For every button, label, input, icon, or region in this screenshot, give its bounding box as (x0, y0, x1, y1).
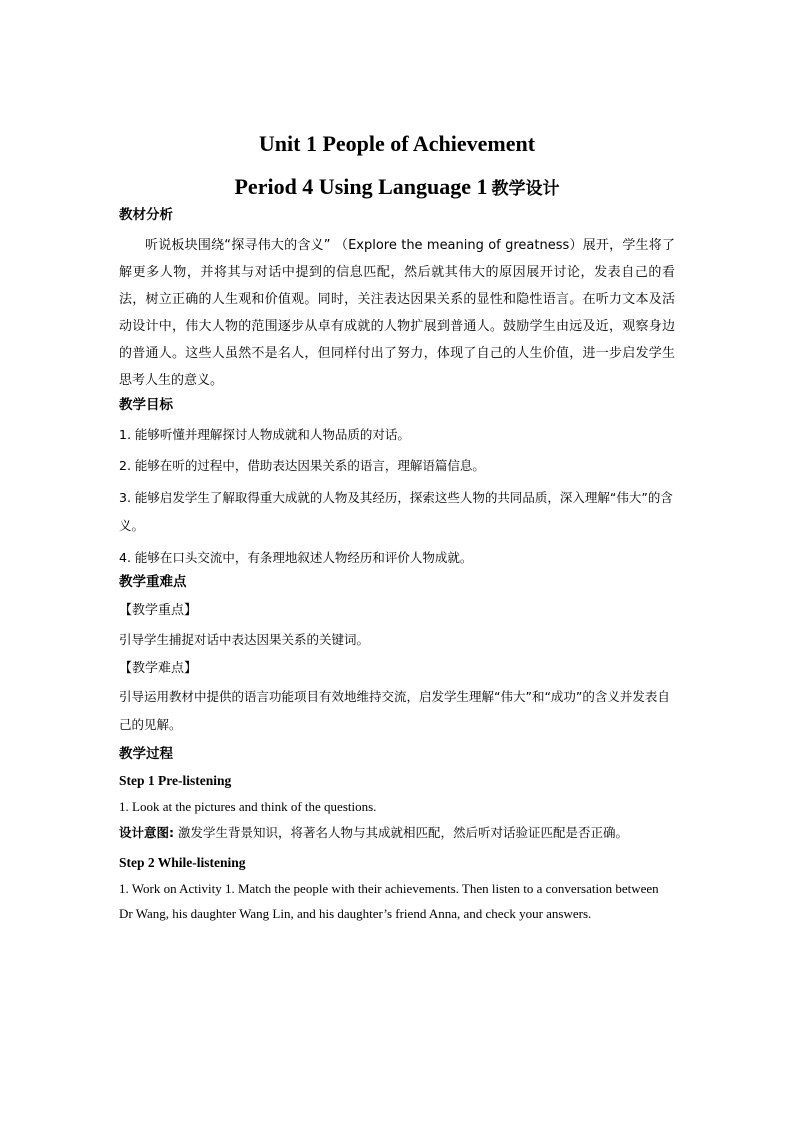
objective-item: 1. 能够听懂并理解探讨人物成就和人物品质的对话。 (119, 427, 410, 442)
textbook-analysis-paragraph: 听说板块围绕“探寻伟大的含义” （Explore the meaning of greatness）展开，学生将了解更多人物，并将其与对话中提到的信息匹配，然后就其伟大的原因展开讨论，发表自己的看法，树立正确的人生观和价值观。同时，关注表达因果关系的显性和隐性语言。在听力文本及活动设计中，伟大人物的范围逐步从卓有成就的人物扩展到普通人。鼓励学生由远及近，观察身边的普通人。这些人虽然不是名人，但同样付出了努力，体现了自己的人生价值，进一步启发学生思考人生的意义。 (119, 238, 675, 388)
period-title-cn: 教学设计 (491, 179, 560, 199)
difficulty-label: 【教学难点】 (119, 661, 198, 676)
objective-item: 4. 能够在口头交流中，有条理地叙述人物经历和评价人物成就。 (119, 550, 473, 565)
objective-item: 2. 能够在听的过程中，借助表达因果关系的语言，理解语篇信息。 (119, 458, 485, 473)
design-intent-text: 激发学生背景知识，将著名人物与其成就相匹配，然后听对话验证匹配是否正确。 (177, 825, 628, 840)
section-heading-key-points: 教学重难点 (119, 574, 187, 590)
key-point-text: 引导学生捕捉对话中表达因果关系的关键词。 (119, 632, 370, 647)
step2-item: 1. Work on Activity 1. Match the people with their achievements. Then listen to a conversation between Dr Wang, his daughter Wang Lin, and his daughter’s friend Anna, and check your answers. (119, 881, 659, 921)
step1-item: 1. Look at the pictures and think of the questions. (119, 799, 377, 814)
document-title: Unit 1 People of Achievement (258, 131, 536, 156)
objective-item: 3. 能够启发学生了解取得重大成就的人物及其经历，探索这些人物的共同品质，深入理解“伟大”的含义。 (119, 490, 673, 533)
document-subtitle (0, 172, 794, 204)
document-body (119, 204, 675, 926)
key-point-label: 【教学重点】 (119, 603, 198, 618)
difficulty-text: 引导运用教材中提供的语言功能项目有效地维持交流，启发学生理解“伟大”和“成功”的含义并发表自己的见解。 (119, 689, 670, 732)
section-heading-teaching-objectives: 教学目标 (119, 397, 173, 413)
design-intent-label: 设计意图: (119, 825, 174, 840)
step1-title: Step 1 Pre-listening (119, 773, 232, 788)
step2-title: Step 2 While-listening (119, 855, 246, 870)
step1-design-intent (119, 819, 675, 846)
section-heading-teaching-process: 教学过程 (119, 746, 173, 762)
section-heading-textbook-analysis: 教材分析 (119, 207, 173, 223)
period-title: Period 4 Using Language 1 (234, 174, 488, 199)
